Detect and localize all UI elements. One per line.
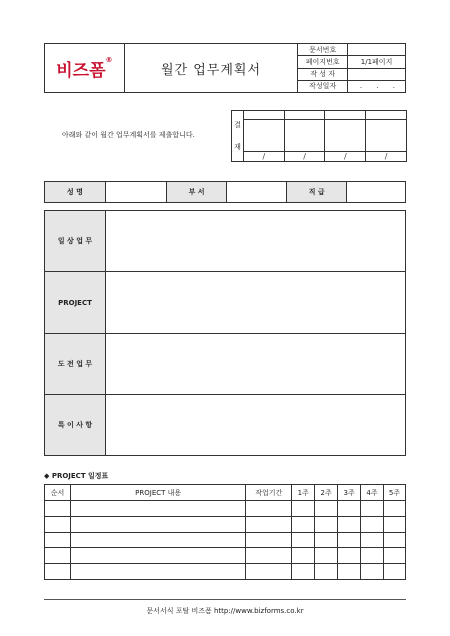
project-field[interactable] bbox=[106, 272, 406, 334]
meta-label: 작 성 자 bbox=[298, 68, 348, 80]
table-cell[interactable] bbox=[292, 532, 315, 548]
table-cell[interactable] bbox=[338, 516, 361, 532]
title-cell bbox=[124, 44, 297, 93]
company-logo: 비즈폼® bbox=[56, 55, 113, 81]
table-cell[interactable] bbox=[338, 501, 361, 517]
footer-divider bbox=[44, 599, 406, 600]
daily-work-label: 일 상 업 무 bbox=[45, 211, 106, 272]
table-cell[interactable] bbox=[292, 516, 315, 532]
challenge-work-field[interactable] bbox=[106, 334, 406, 395]
table-cell[interactable] bbox=[361, 548, 384, 564]
project-schedule-table bbox=[44, 484, 406, 580]
table-cell[interactable] bbox=[292, 501, 315, 517]
table-cell[interactable] bbox=[338, 564, 361, 580]
table-row bbox=[45, 532, 406, 548]
author-field[interactable] bbox=[348, 68, 406, 80]
table-cell[interactable] bbox=[384, 548, 406, 564]
approval-date-cell[interactable]: / bbox=[243, 152, 284, 162]
column-header: 순서 bbox=[45, 485, 71, 501]
table-cell[interactable] bbox=[45, 501, 71, 517]
special-notes-field[interactable] bbox=[106, 395, 406, 456]
signature-cell[interactable] bbox=[366, 120, 407, 152]
table-cell[interactable] bbox=[384, 564, 406, 580]
daily-work-field[interactable] bbox=[106, 211, 406, 272]
table-cell[interactable] bbox=[315, 532, 338, 548]
table-cell[interactable] bbox=[338, 548, 361, 564]
approval-box bbox=[231, 110, 407, 162]
table-cell[interactable] bbox=[315, 548, 338, 564]
table-cell[interactable] bbox=[246, 564, 292, 580]
doc-number-field[interactable] bbox=[348, 44, 406, 56]
table-cell[interactable] bbox=[70, 532, 245, 548]
table-cell[interactable] bbox=[45, 516, 71, 532]
employee-info-row bbox=[44, 181, 406, 203]
rank-field[interactable] bbox=[347, 182, 406, 203]
table-cell[interactable] bbox=[45, 532, 71, 548]
logo-cell bbox=[45, 44, 125, 93]
table-cell[interactable] bbox=[338, 532, 361, 548]
approval-date-cell[interactable]: / bbox=[284, 152, 325, 162]
table-header-row bbox=[45, 485, 406, 501]
table-cell[interactable] bbox=[45, 548, 71, 564]
signature-cell[interactable] bbox=[284, 120, 325, 152]
table-cell[interactable] bbox=[361, 564, 384, 580]
table-cell[interactable] bbox=[384, 516, 406, 532]
column-header: PROJECT 내용 bbox=[70, 485, 245, 501]
meta-label: 페이지번호 bbox=[298, 56, 348, 68]
approver-title-cell[interactable] bbox=[325, 111, 366, 120]
special-notes-label: 특 이 사 항 bbox=[45, 395, 106, 456]
table-cell[interactable] bbox=[246, 516, 292, 532]
column-header: 1주 bbox=[292, 485, 315, 501]
approver-title-cell[interactable] bbox=[366, 111, 407, 120]
table-row bbox=[45, 548, 406, 564]
meta-label: 문서번호 bbox=[298, 44, 348, 56]
table-cell[interactable] bbox=[384, 532, 406, 548]
rank-label: 직 급 bbox=[287, 182, 347, 203]
table-cell[interactable] bbox=[315, 516, 338, 532]
table-row bbox=[45, 564, 406, 580]
department-field[interactable] bbox=[227, 182, 287, 203]
table-cell[interactable] bbox=[70, 501, 245, 517]
signature-cell[interactable] bbox=[243, 120, 284, 152]
project-label: PROJECT bbox=[45, 272, 106, 334]
column-header: 5주 bbox=[384, 485, 406, 501]
table-cell[interactable] bbox=[70, 564, 245, 580]
table-row bbox=[45, 501, 406, 517]
column-header: 4주 bbox=[361, 485, 384, 501]
approval-date-cell[interactable]: / bbox=[325, 152, 366, 162]
table-cell[interactable] bbox=[292, 564, 315, 580]
approver-title-cell[interactable] bbox=[243, 111, 284, 120]
table-cell[interactable] bbox=[361, 501, 384, 517]
name-field[interactable] bbox=[105, 182, 166, 203]
column-header: 작업기간 bbox=[246, 485, 292, 501]
table-cell[interactable] bbox=[70, 548, 245, 564]
table-cell[interactable] bbox=[361, 532, 384, 548]
approval-date-cell[interactable]: / bbox=[366, 152, 407, 162]
column-header: 2주 bbox=[315, 485, 338, 501]
date-field[interactable]: . . . bbox=[348, 80, 406, 92]
table-cell[interactable] bbox=[315, 501, 338, 517]
table-cell[interactable] bbox=[70, 516, 245, 532]
table-cell[interactable] bbox=[246, 501, 292, 517]
table-cell[interactable] bbox=[292, 548, 315, 564]
work-plan-sections bbox=[44, 210, 406, 456]
table-cell[interactable] bbox=[246, 532, 292, 548]
footer-text: 문서서식 포탈 비즈폼 http://www.bizforms.co.kr bbox=[146, 607, 304, 615]
name-label: 성 명 bbox=[45, 182, 106, 203]
department-label: 부 서 bbox=[166, 182, 227, 203]
project-schedule-title: ◆ PROJECT 일정표 bbox=[44, 472, 109, 480]
table-cell[interactable] bbox=[384, 501, 406, 517]
column-header: 3주 bbox=[338, 485, 361, 501]
approval-label: 결 재 bbox=[232, 111, 244, 162]
greeting-text: 아래와 같이 월간 업무계획서를 제출합니다. bbox=[62, 131, 195, 139]
signature-cell[interactable] bbox=[325, 120, 366, 152]
table-row bbox=[45, 516, 406, 532]
meta-label: 작성일자 bbox=[298, 80, 348, 92]
table-cell[interactable] bbox=[315, 564, 338, 580]
page-number-field[interactable]: 1/1페이지 bbox=[348, 56, 406, 68]
approver-title-cell[interactable] bbox=[284, 111, 325, 120]
document-header bbox=[44, 43, 406, 93]
table-cell[interactable] bbox=[45, 564, 71, 580]
table-cell[interactable] bbox=[361, 516, 384, 532]
challenge-work-label: 도 전 업 무 bbox=[45, 334, 106, 395]
table-cell[interactable] bbox=[246, 548, 292, 564]
document-title: 월간 업무계획서 bbox=[161, 62, 262, 78]
